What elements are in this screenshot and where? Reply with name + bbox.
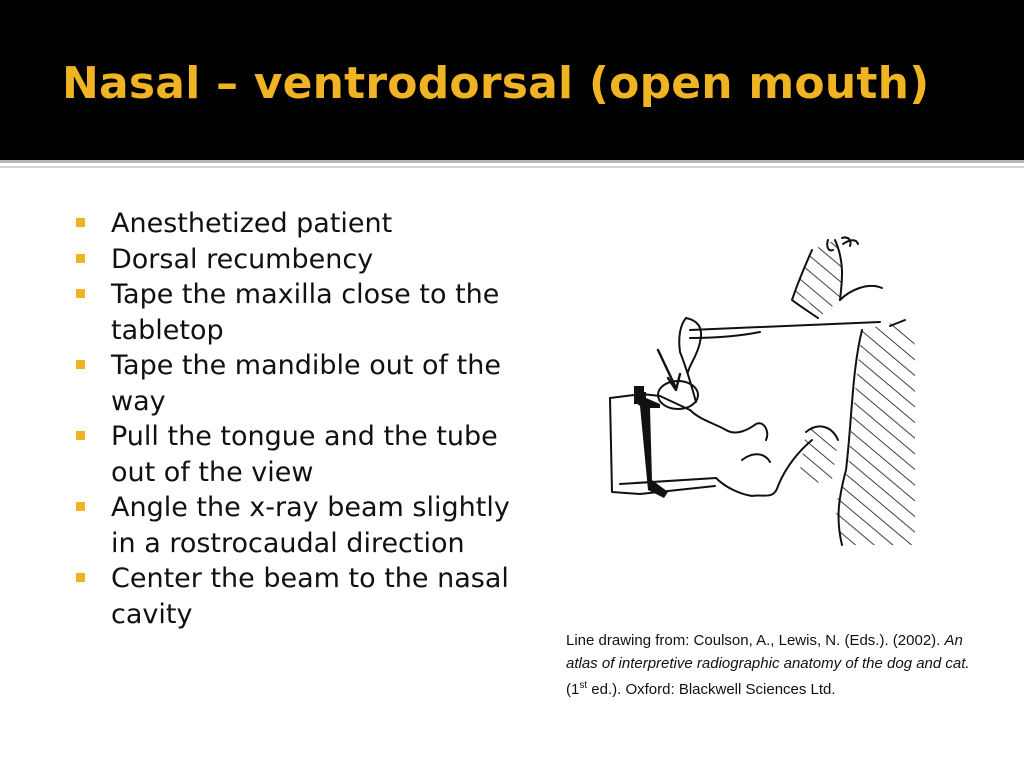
bullet-square-icon [76,254,85,263]
bullet-item [74,206,514,242]
bullet-text: Tape the maxilla close to the tabletop [111,279,500,346]
bullet-square-icon [76,360,85,369]
bullet-item [74,348,514,419]
bullet-item [74,242,514,278]
bullet-text: Dorsal recumbency [111,243,374,275]
bullet-text: Angle the x-ray beam slightly in a rostrocaudal direction [111,492,510,559]
bullet-list [74,206,514,632]
bullet-square-icon [76,502,85,511]
slide-title: Nasal – ventrodorsal (open mouth) [62,58,930,109]
header-divider-light [0,166,1024,168]
header-divider [0,160,1024,163]
caption-citation-text: Line drawing from: Coulson, A., Lewis, N. (Eds.). (2002). [566,632,945,649]
bullet-square-icon [76,573,85,582]
title-bar [0,0,1024,160]
bullet-item [74,419,514,490]
caption-edition-suffix: st [579,680,588,691]
caption-publisher: ed.). Oxford: Blackwell Sciences Ltd. [587,681,836,698]
bullet-text: Tape the mandible out of the way [111,350,501,417]
bullet-item [74,561,514,632]
bullet-text: Pull the tongue and the tube out of the view [111,421,498,488]
caption-book-title: An atlas of interpretive radiographic anatomy of the dog and cat. [566,632,970,672]
dog-positioning-drawing [600,230,920,550]
bullet-text: Anesthetized patient [111,208,393,239]
bullet-text: Center the beam to the nasal cavity [111,563,509,630]
bullet-square-icon [76,431,85,440]
bullet-square-icon [76,289,85,298]
bullet-square-icon [76,218,85,227]
caption-edition-open: (1 [566,681,580,698]
bullet-item [74,490,514,561]
figure-caption [566,630,986,702]
bullet-item [74,277,514,348]
